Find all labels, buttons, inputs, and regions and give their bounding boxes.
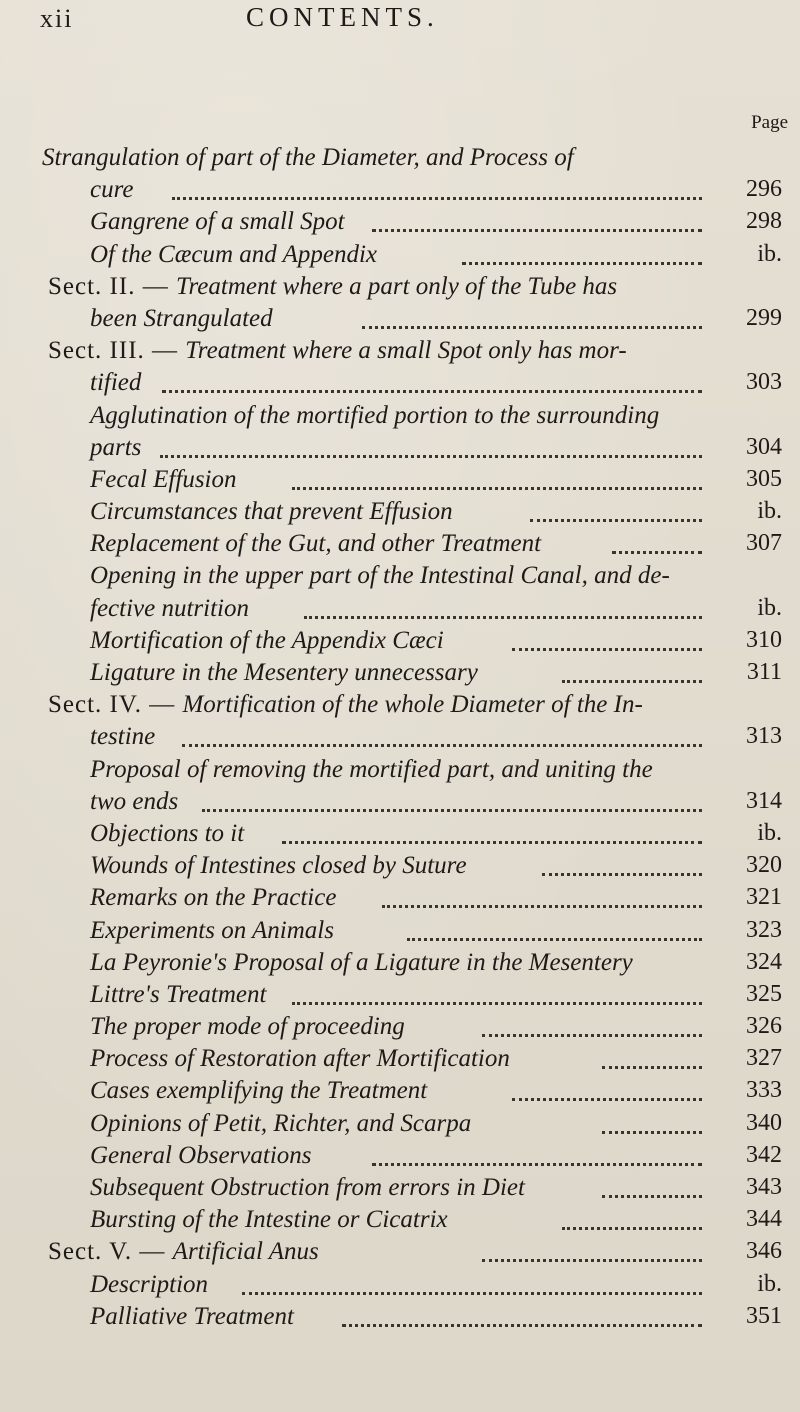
toc-entry <box>42 754 782 786</box>
toc-entry <box>42 303 782 335</box>
dot-leader <box>182 738 702 747</box>
entry-title: Experiments on Animals <box>90 916 334 944</box>
page-number: 307 <box>746 530 782 557</box>
page-column-label: Page <box>751 112 788 133</box>
page-number: 303 <box>746 369 782 396</box>
page-number: 310 <box>746 626 782 653</box>
entry-title: Opening in the upper part of the Intestinal Canal, and de- <box>90 562 670 590</box>
page-number: ib. <box>757 240 782 267</box>
page-number: ib. <box>757 594 782 621</box>
page-number: 324 <box>746 948 782 975</box>
toc-entry-text <box>90 788 178 816</box>
toc-entry <box>42 174 782 206</box>
dot-leader <box>542 867 702 876</box>
entry-title: Gangrene of a small Spot <box>90 208 345 236</box>
toc-entry-text <box>90 369 141 397</box>
dot-leader <box>482 1253 702 1262</box>
dot-leader <box>372 1157 702 1166</box>
toc-entry-text <box>90 659 478 687</box>
toc-entry-text <box>90 852 467 880</box>
dot-leader <box>162 384 702 393</box>
page-number: 333 <box>746 1077 782 1104</box>
entry-title: Strangulation of part of the Diameter, and Process of <box>42 144 574 171</box>
toc-entry <box>42 593 782 625</box>
entry-title: Process of Restoration after Mortification <box>90 1045 510 1073</box>
toc-entry-text <box>90 498 453 526</box>
entry-title: cure <box>90 176 134 204</box>
entry-title: testine <box>90 723 156 751</box>
toc-entry-text <box>90 756 653 784</box>
entry-title: Artificial Anus <box>172 1238 319 1266</box>
dot-leader <box>602 1125 702 1134</box>
page-number: 299 <box>746 304 782 331</box>
toc-entry-text <box>90 1110 471 1138</box>
section-number: Sect. II. — <box>48 272 176 300</box>
toc-entry <box>42 915 782 947</box>
toc-entry-text <box>90 884 336 912</box>
page-number: 351 <box>746 1302 782 1329</box>
entry-title: Bursting of the Intestine or Cicatrix <box>90 1206 448 1234</box>
dot-leader <box>342 1318 702 1327</box>
page-number: ib. <box>757 1270 782 1297</box>
toc-entry <box>42 432 782 464</box>
page-number: 305 <box>746 465 782 492</box>
toc-entry-text <box>90 1271 208 1299</box>
toc-entry-text <box>90 949 633 977</box>
entry-title: Mortification of the Appendix Cæci <box>90 626 444 654</box>
toc-entry-text <box>90 1206 448 1234</box>
entry-title: Description <box>90 1270 209 1298</box>
dot-leader <box>202 803 702 812</box>
toc-entry-text <box>90 595 249 623</box>
toc-entry <box>42 1172 782 1204</box>
page-number: 344 <box>746 1206 782 1233</box>
toc-entry <box>42 882 782 914</box>
toc-entry <box>42 657 782 689</box>
entry-title: Littre's Treatment <box>90 980 267 1008</box>
entry-title: Wounds of Intestines closed by Suture <box>90 852 467 880</box>
toc-entry <box>42 271 782 303</box>
toc-entry-text <box>90 1045 510 1073</box>
page-number: 343 <box>746 1174 782 1200</box>
page-number: 327 <box>746 1045 782 1072</box>
dot-leader <box>242 1286 702 1295</box>
toc-entry <box>42 721 782 753</box>
page-number: ib. <box>757 498 782 525</box>
toc-entry-text <box>90 305 273 333</box>
toc-entry <box>42 206 782 238</box>
toc-entry-text <box>48 337 627 365</box>
toc-entry <box>42 400 782 432</box>
toc-entry-text <box>90 981 266 1009</box>
page-number: ib. <box>757 819 782 846</box>
toc-entry <box>42 1269 782 1301</box>
toc-entry <box>42 464 782 496</box>
page-title: CONTENTS. <box>246 2 439 32</box>
entry-title: tified <box>90 369 142 397</box>
entry-title: Palliative Treatment <box>90 1302 294 1330</box>
toc-entry <box>42 239 782 271</box>
page-number: 321 <box>746 884 782 911</box>
toc-entry-text <box>90 1013 405 1041</box>
toc-entry <box>42 947 782 979</box>
dot-leader <box>602 1060 702 1069</box>
toc-entry <box>42 560 782 592</box>
toc-entry-text <box>90 402 659 430</box>
entry-title: Subsequent Obstruction from errors in Diet <box>90 1174 525 1201</box>
dot-leader <box>562 1221 702 1230</box>
entry-title: Replacement of the Gut, and other Treatment <box>90 530 542 558</box>
toc-entry-text <box>90 176 134 204</box>
page-number: 342 <box>746 1141 782 1168</box>
entry-title: been Strangulated <box>90 304 273 332</box>
entry-title: Remarks on the Practice <box>90 884 337 912</box>
toc-entry <box>42 528 782 560</box>
dot-leader <box>282 835 702 844</box>
dot-leader <box>407 932 702 941</box>
page-number: 325 <box>746 980 782 1007</box>
dot-leader <box>512 1092 702 1101</box>
entry-title: The proper mode of proceeding <box>90 1013 405 1041</box>
dot-leader <box>292 996 702 1005</box>
toc-entry <box>42 1236 782 1268</box>
dot-leader <box>530 513 702 522</box>
entry-title: General Observations <box>90 1141 312 1169</box>
entry-title: Opinions of Petit, Richter, and Scarpa <box>90 1109 472 1137</box>
entry-title: two ends <box>90 787 179 815</box>
toc-entry <box>42 1075 782 1107</box>
running-head <box>40 0 800 38</box>
page-number: 296 <box>746 176 782 203</box>
dot-leader <box>562 674 702 683</box>
section-number: Sect. III. — <box>48 337 186 365</box>
page-number: 323 <box>746 916 782 943</box>
dot-leader <box>512 642 702 651</box>
section-number: Sect. V. — <box>48 1238 173 1266</box>
entry-title: Circumstances that prevent Effusion <box>90 498 453 526</box>
entry-title: Fecal Effusion <box>90 465 237 493</box>
toc-entry <box>42 850 782 882</box>
toc-entry-text <box>90 917 334 945</box>
toc-entry <box>42 1204 782 1236</box>
entry-title: Of the Cæcum and Appendix <box>90 240 377 268</box>
toc-entry-text <box>90 530 541 558</box>
toc-entry-text <box>90 820 244 848</box>
toc-entry-text <box>90 627 444 655</box>
entry-title: Cases exemplifying the Treatment <box>90 1077 428 1105</box>
page-folio: xii <box>40 4 74 33</box>
toc-entry <box>42 1011 782 1043</box>
dot-leader <box>602 1189 702 1198</box>
toc-entry <box>42 496 782 528</box>
toc-entry-text <box>90 466 237 494</box>
entry-title: Ligature in the Mesentery unnecessary <box>90 659 478 686</box>
page-number: 313 <box>746 723 782 750</box>
toc-entry <box>42 1108 782 1140</box>
toc-entry-text <box>90 241 377 269</box>
dot-leader <box>482 1028 702 1037</box>
toc-entry <box>42 367 782 399</box>
entry-title: Treatment where a part only of the Tube has <box>175 272 618 300</box>
toc-entry-text <box>90 434 141 462</box>
dot-leader <box>304 610 702 619</box>
toc-entry-text <box>90 1303 294 1331</box>
toc-entry-text <box>48 1238 319 1266</box>
entry-title: Objections to it <box>90 819 245 847</box>
entry-title: La Peyronie's Proposal of a Ligature in the Mesentery <box>90 948 633 976</box>
toc-entry <box>42 335 782 367</box>
toc-entry <box>42 786 782 818</box>
page-number: 298 <box>746 208 782 235</box>
entry-title: parts <box>90 433 142 461</box>
entry-title: Proposal of removing the mortified part, and uniting the <box>90 755 653 783</box>
table-of-contents <box>42 142 782 1333</box>
entry-title: fective nutrition <box>90 594 249 622</box>
dot-leader <box>612 545 702 554</box>
toc-entry <box>42 689 782 721</box>
toc-entry <box>42 1140 782 1172</box>
page-number: 314 <box>746 787 782 814</box>
entry-title: Mortification of the whole Diameter of the In- <box>182 691 643 719</box>
page-number: 320 <box>746 852 782 879</box>
toc-entry-text <box>90 208 345 236</box>
toc-entry-text <box>48 691 643 719</box>
dot-leader <box>362 320 702 329</box>
page-number: 346 <box>746 1238 782 1265</box>
toc-entry <box>42 1301 782 1333</box>
toc-entry-text <box>90 723 155 751</box>
entry-title: Treatment where a small Spot only has mor- <box>185 337 627 365</box>
dot-leader <box>292 481 702 490</box>
section-number: Sect. IV. — <box>48 691 183 719</box>
dot-leader <box>160 449 702 458</box>
toc-entry-text <box>90 562 670 590</box>
dot-leader <box>372 223 702 232</box>
dot-leader <box>382 899 702 908</box>
toc-entry <box>42 625 782 657</box>
entry-title: Agglutination of the mortified portion to the surrounding <box>90 401 660 429</box>
toc-entry-text <box>90 1077 427 1105</box>
page-number: 311 <box>746 659 782 685</box>
toc-entry <box>42 142 782 174</box>
page-number: 340 <box>746 1109 782 1136</box>
toc-entry-text <box>90 1142 312 1170</box>
page-number: 304 <box>746 433 782 460</box>
toc-entry-text <box>48 273 617 301</box>
toc-entry-text <box>42 144 574 172</box>
toc-entry <box>42 1043 782 1075</box>
toc-entry-text <box>90 1174 525 1202</box>
toc-entry <box>42 979 782 1011</box>
dot-leader <box>462 256 702 265</box>
dot-leader <box>172 191 702 200</box>
page-number: 326 <box>746 1013 782 1040</box>
toc-entry <box>42 818 782 850</box>
